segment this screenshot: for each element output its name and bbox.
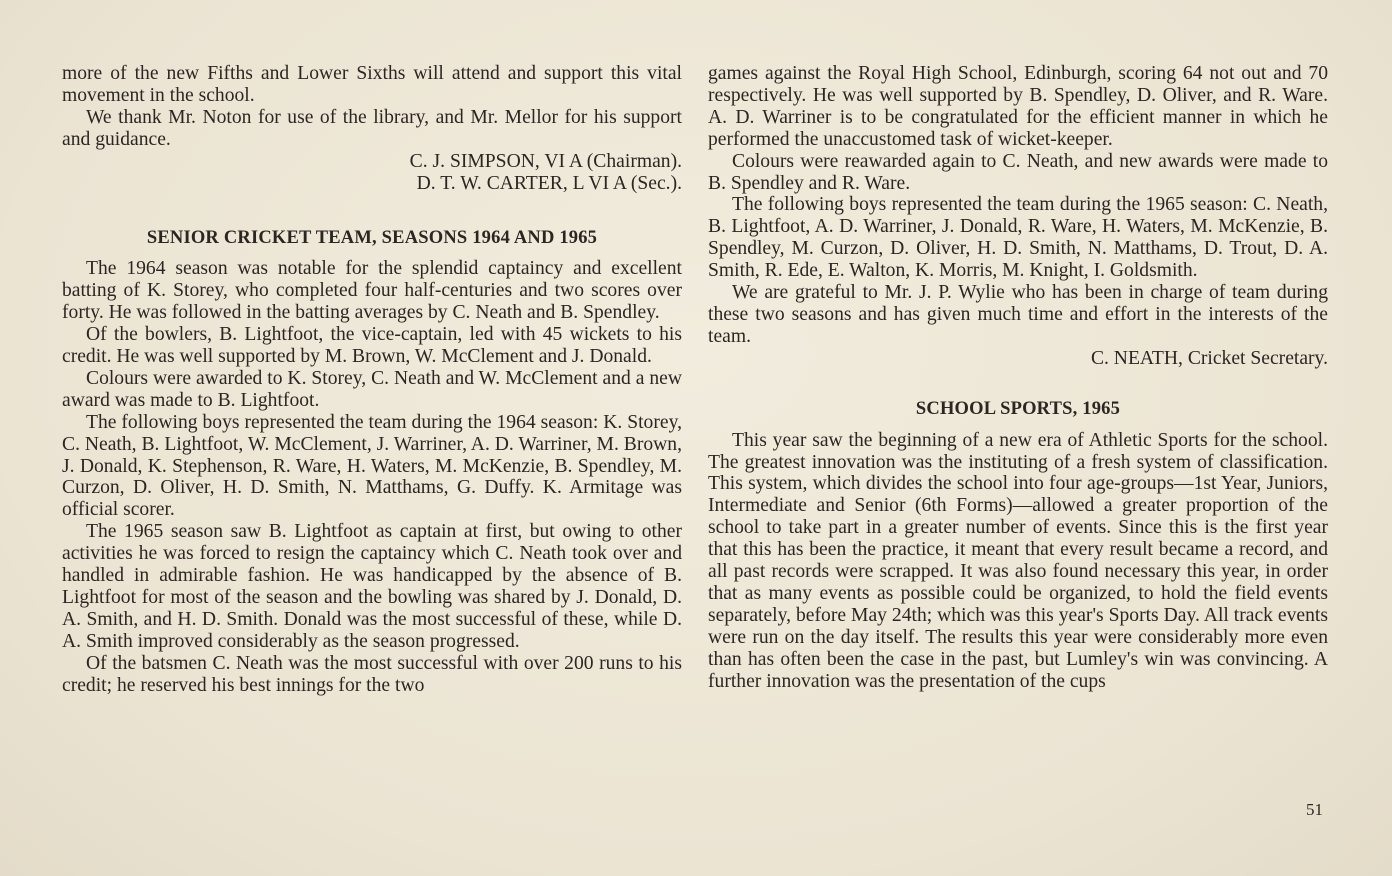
cricket-paragraph: Colours were awarded to K. Storey, C. Neath and W. McClement and a new award was made to B. Lightfoot. [62, 367, 682, 411]
cricket-paragraph: The following boys represented the team during the 1964 season: K. Storey, C. Neath, B. Lightfoot, W. McClement, J. Warriner, A. D. Warriner, M. Brown, J. Donald, K. Stephenson, R. Ware, H. Waters, M. McKenzie, B. Spendley, M. Curzon, D. Oliver, H. D. Smith, N. Matthams, G. Duffy. K. Armitage was official scorer. [62, 411, 682, 521]
cricket-paragraph: The 1964 season was notable for the splendid captaincy and excellent batting of K. Storey, who completed four half-centuries and two scores over forty. He was followed in the batting averages by C. Neath and B. Spendley. [62, 258, 682, 324]
thanks-paragraph: We thank Mr. Noton for use of the library, and Mr. Mellor for his support and guidance. [62, 106, 682, 150]
sports-heading: SCHOOL SPORTS, 1965 [915, 398, 1121, 419]
sports-paragraph: This year saw the beginning of a new era of Athletic Sports for the school. The greatest innovation was the instituting of a fresh system of classification. This system, which divides the school into four age-groups—1st Year, Juniors, Intermediate and Senior (6th Forms)—allowed a greater proportion of the school to take part in a greater number of events. Since this is the first year that this has been the practice, it meant that every result became a record, and all past records were scrapped. It was also found necessary this year, in order that as many events as possible could be organized, to hold the field events separately, before May 24th; which was this year's Sports Day. All track events were run on the day itself. The results this year were considerably more even than has often been the case in the past, but Lumley's win was convincing. A further innovation was the presentation of the cups [708, 429, 1328, 692]
cricket-continuation-paragraph: games against the Royal High School, Edinburgh, scoring 64 not out and 70 respectively. He was well supported by B. Spendley, D. Oliver, and R. Ware. A. D. Warriner is to be congratulated for the efficient manner in which he performed the unaccustomed task of wicket-keeper. [708, 63, 1328, 150]
cricket-heading: SENIOR CRICKET TEAM, SEASONS 1964 AND 1965 [146, 228, 598, 249]
page-number: 51 [1306, 800, 1323, 819]
colours-paragraph: Colours were reawarded again to C. Neath, and new awards were made to B. Spendley and R. Ware. [708, 150, 1328, 194]
thanks-wylie-paragraph: We are grateful to Mr. J. P. Wylie who has been in charge of team during these two seasons and has given much time and effort in the interests of the team. [708, 282, 1328, 347]
team-1965-paragraph: The following boys represented the team during the 1965 season: C. Neath, B. Lightfoot, A. D. Warriner, J. Donald, R. Ware, H. Waters, M. McKenzie, B. Spendley, M. Curzon, D. Oliver, H. D. Smith, N. Matthams, D. Trout, D. A. Smith, R. Ede, E. Walton, K. Morris, M. Knight, I. Goldsmith. [708, 194, 1328, 282]
intro-paragraph: more of the new Fifths and Lower Sixths will attend and support this vital movement in the school. [62, 63, 682, 106]
chairman-signature: C. J. SIMPSON, VI A (Chairman). [409, 150, 682, 172]
left-column [62, 63, 682, 696]
secretary-signature: D. T. W. CARTER, L VI A (Sec.). [416, 172, 682, 194]
cricket-secretary-signature: C. NEATH, Cricket Secretary. [1090, 347, 1328, 369]
cricket-paragraph: Of the batsmen C. Neath was the most successful with over 200 runs to his credit; he reserved his best innings for the two [62, 652, 682, 696]
cricket-paragraph: The 1965 season saw B. Lightfoot as captain at first, but owing to other activities he was forced to resign the captaincy which C. Neath took over and handled in admirable fashion. He was handicapped by the absence of B. Lightfoot for most of the season and the bowling was shared by J. Donald, D. A. Smith, and H. D. Smith. Donald was the most successful of these, while D. A. Smith improved considerably as the season progressed. [62, 521, 682, 652]
cricket-paragraph: Of the bowlers, B. Lightfoot, the vice-captain, led with 45 wickets to his credit. He was well supported by M. Brown, W. McClement and J. Donald. [62, 324, 682, 367]
right-column [708, 63, 1328, 692]
